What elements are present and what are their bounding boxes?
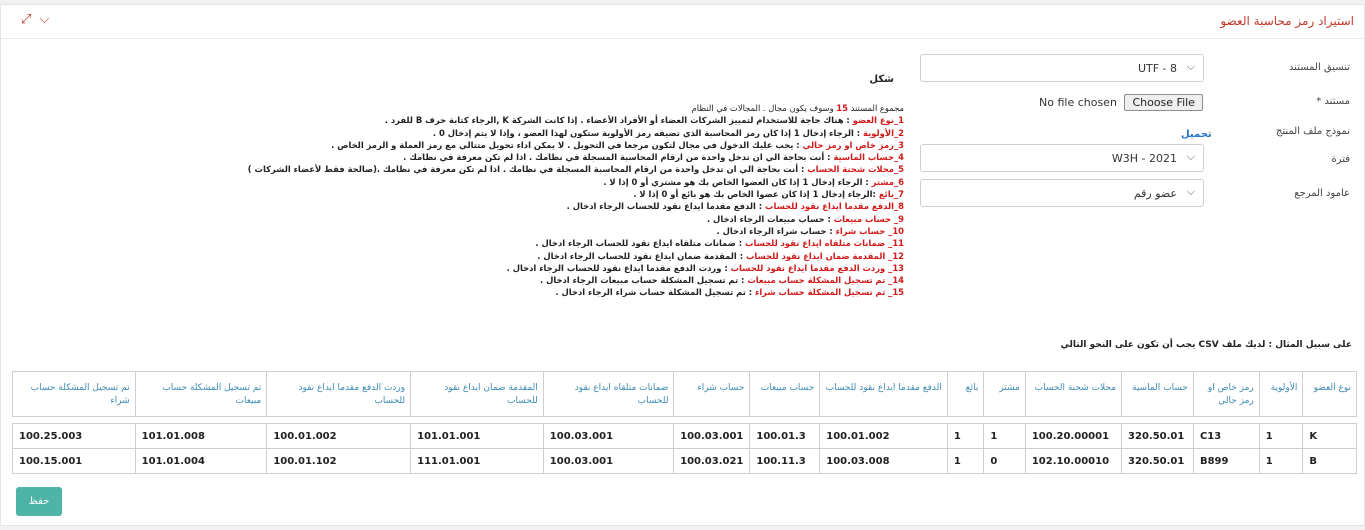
- instruction-term: 10_ حساب شراء: [835, 225, 904, 236]
- column-header: تم تسجيل المشكلة حساب مبيعات: [135, 372, 267, 417]
- table-cell: 1: [984, 424, 1026, 449]
- table-cell: 111.01.001: [411, 449, 544, 474]
- instructions: [247, 102, 904, 299]
- shape-title: شكل: [869, 74, 894, 85]
- period-value: W3H - 2021: [1111, 152, 1177, 165]
- file-input[interactable]: [1039, 94, 1203, 111]
- instruction-term: 2_الأولوية: [863, 127, 904, 138]
- column-header: ضمانات متلقاه ايداع نقود للحساب: [543, 372, 674, 417]
- table-cell: 1: [947, 424, 983, 449]
- chevron-down-icon[interactable]: ⌵: [39, 12, 50, 27]
- instruction-term: 3_رمز خاص او رمز حالي: [802, 139, 904, 150]
- instruction-desc: : تم تسجيل المشكلة حساب مبيعات الرجاء ادخال .: [539, 275, 748, 286]
- column-header: حساب مبيعات: [750, 372, 820, 417]
- table-cell: 100.20.00001: [1025, 424, 1121, 449]
- instructions-list: [247, 114, 904, 298]
- table-cell: 100.01.3: [750, 424, 820, 449]
- table-cell: 100.01.002: [820, 424, 948, 449]
- save-button[interactable]: حفظ: [16, 487, 62, 516]
- column-header: محلات شحنة الحساب: [1025, 372, 1121, 417]
- column-header: نوع العضو: [1303, 372, 1357, 417]
- ref-column-label: عامود المرجع: [1294, 188, 1350, 199]
- table-body: [13, 417, 1357, 474]
- chevron-down-icon: ⌵: [1186, 60, 1195, 73]
- table-cell: B899: [1193, 449, 1259, 474]
- instruction-term: 12_ المقدمة ضمان ايداع نقود للحساب: [745, 250, 904, 261]
- instruction-desc: : وردت الدفع مقدما ايداع نقود للحساب الرجاء ادخال .: [506, 262, 731, 273]
- instruction-term: 13_ وردت الدفع مقدما ايداع نقود للحساب: [730, 262, 904, 273]
- instruction-item: [331, 139, 904, 151]
- table-cell: 1: [1259, 424, 1303, 449]
- download-template-link[interactable]: تحميل: [1181, 129, 1212, 140]
- instruction-item: [344, 250, 904, 262]
- table-cell: 102.10.00010: [1025, 449, 1121, 474]
- instruction-desc: : أنت بحاجة الي ان تدخل واحدة من ارقام المحاسبة المسجلة في نظامك . اذا لم تكن معرفة في نظامك .: [403, 152, 834, 163]
- table-row: [13, 424, 1357, 449]
- card-header: [1, 5, 1364, 39]
- instruction-term: 15_ تم تسجيل المشكلة حساب شراء: [755, 287, 904, 298]
- table-cell: 100.03.008: [820, 449, 948, 474]
- instruction-desc: : يجب عليك الدخول في مجال لتكون مرجعا في التحويل . لا يمكن اداء تحويل متتالي مع رمز العملة و الرمز الخاص .: [331, 139, 803, 150]
- page-title: استيراد رمز محاسبة العضو: [1220, 14, 1354, 28]
- column-header: وردت الدفع مقدما ايداع نقود للحساب: [267, 372, 411, 417]
- column-header: رمز خاص او رمز حالي: [1193, 372, 1259, 417]
- table-cell: 320.50.01: [1122, 449, 1194, 474]
- instruction-desc: : حساب مبيعات الرجاء ادخال .: [706, 213, 834, 224]
- table-cell: 101.01.004: [135, 449, 267, 474]
- template-label: نموذج ملف المنتج: [1275, 126, 1350, 137]
- column-header: حساب الماسية: [1122, 372, 1194, 417]
- instruction-item: [344, 225, 904, 237]
- instruction-item: [344, 213, 904, 225]
- instruction-term: 4_حساب الماسية: [833, 152, 904, 163]
- table-cell: 100.11.3: [750, 449, 820, 474]
- choose-file-button[interactable]: Choose File: [1124, 94, 1203, 111]
- instruction-term: 9_ حساب مبيعات: [833, 213, 904, 224]
- instruction-desc: : الرجاء إدخال 1 إذا كان العضوا الخاص بك هو مشتري أو 0 إذا لا .: [603, 176, 872, 187]
- ref-column-select[interactable]: [920, 179, 1204, 207]
- instruction-term: 7_بائع: [878, 189, 904, 200]
- table-cell: 100.03.001: [674, 424, 750, 449]
- spacer-cell: [13, 417, 1357, 424]
- period-label: فترة: [1331, 154, 1350, 165]
- file-status: No file chosen: [1039, 96, 1117, 109]
- instruction-item: [344, 127, 904, 139]
- column-header: مشتر: [984, 372, 1026, 417]
- table-spacer: [13, 417, 1357, 424]
- instruction-item: [344, 151, 904, 163]
- instruction-desc: : حساب شراء الرجاء ادخال .: [716, 225, 836, 236]
- table-cell: 1: [1259, 449, 1303, 474]
- instruction-item: [344, 200, 904, 212]
- instruction-desc: : ضمانات متلقاه ايداع نقود للحساب الرجاء ادخال .: [535, 238, 746, 249]
- instruction-term: 11_ ضمانات متلقاه ايداع نقود للحساب: [745, 238, 904, 249]
- column-header: الدفع مقدما ايداع نقود للحساب: [820, 372, 948, 417]
- table-cell: 320.50.01: [1122, 424, 1194, 449]
- instruction-desc: : أنت بحاجة الي ان تدخل واحدة من ارقام المحاسبة المسجلة في نظامك . اذا لم تكن معرفة في نظامك .(صالحة فقط لأعضاء الشركات ): [247, 164, 808, 175]
- table-cell: 100.03.021: [674, 449, 750, 474]
- instruction-desc: : الرجاء إدخال 1 إذا كان رمز المحاسبة الذي تضيفه رمز الأولوية ستكون لهذا العضو ، وإذا لا يتم إدخال 0 .: [432, 127, 864, 138]
- table-cell: 100.25.003: [13, 424, 136, 449]
- table-cell: 101.01.001: [411, 424, 544, 449]
- instruction-item: [344, 262, 904, 274]
- encoding-label: تنسيق المستند: [1288, 62, 1350, 73]
- instruction-desc: : الدفع مقدما ايداع نقود للحساب الرجاء ادخال .: [566, 201, 766, 212]
- table-cell: B: [1303, 449, 1357, 474]
- import-card: [0, 4, 1365, 526]
- instruction-item: [247, 163, 904, 175]
- instruction-item: [344, 237, 904, 249]
- encoding-select[interactable]: [920, 54, 1204, 82]
- instruction-item: [344, 188, 904, 200]
- instruction-desc: : المقدمة ضمان ايداع نقود للحساب الرجاء ادخال .: [537, 250, 746, 261]
- table-row: [13, 449, 1357, 474]
- ref-column-value: عضو رقم: [1133, 187, 1177, 200]
- table-cell: 100.15.001: [13, 449, 136, 474]
- instruction-item: [344, 114, 904, 126]
- instruction-item: [344, 274, 904, 286]
- table-cell: 100.01.102: [267, 449, 411, 474]
- table-cell: K: [1303, 424, 1357, 449]
- header-icons: [21, 12, 53, 27]
- instruction-desc: : تم تسجيل المشكلة حساب شراء الرجاء ادخال .: [555, 287, 756, 298]
- instruction-item: [344, 286, 904, 298]
- period-select[interactable]: [920, 144, 1204, 172]
- instruction-term: 8_الدفع مقدما ايداع نقود للحساب: [765, 201, 904, 212]
- expand-icon[interactable]: ⤢: [21, 12, 32, 27]
- instruction-item: [344, 176, 904, 188]
- instruction-term: 1_نوع العضو: [852, 115, 904, 126]
- instruction-desc: : هناك حاجة للاستخدام لتمييز الشركات العضاء أو الأفراد الأعضاء . إذا كانت الشركة K ,الرجاء كتابة حرف B للفرد .: [384, 115, 853, 126]
- table-cell: 101.01.008: [135, 424, 267, 449]
- instruction-desc: :الرجاء إدخال 1 إذا كان عضوا الخاص بك هو بائع أو 0 إذا لا .: [633, 189, 879, 200]
- table-cell: 0: [984, 449, 1026, 474]
- instruction-term: 5_محلات شحنة الحساب: [807, 164, 904, 175]
- column-header: بائع: [947, 372, 983, 417]
- instructions-intro: مجموع المستند 15 وسوف يكون مجال . المجالات في النظام: [691, 103, 904, 113]
- encoding-value: UTF - 8: [1137, 62, 1177, 75]
- column-header: الأولوية: [1259, 372, 1303, 417]
- example-title: على سبيل المثال : لديك ملف CSV يجب أن تكون على النحو التالي: [1060, 340, 1352, 350]
- document-label: مستند *: [1316, 96, 1350, 107]
- column-header: تم تسجيل المشكلة حساب شراء: [13, 372, 136, 417]
- instruction-term: 6_مشتر: [871, 176, 904, 187]
- table-header-row: [13, 372, 1357, 417]
- table-cell: 100.01.002: [267, 424, 411, 449]
- column-header: حساب شراء: [674, 372, 750, 417]
- table-cell: C13: [1193, 424, 1259, 449]
- table-cell: 1: [947, 449, 983, 474]
- table-cell: 100.03.001: [543, 449, 674, 474]
- table-cell: 100.03.001: [543, 424, 674, 449]
- example-table: [12, 371, 1357, 474]
- chevron-down-icon: ⌵: [1186, 150, 1195, 163]
- column-header: المقدمة ضمان ايداع نقود للحساب: [411, 372, 544, 417]
- chevron-down-icon: ⌵: [1186, 185, 1195, 198]
- instruction-term: 14_ تم تسجيل المشكلة حساب مبيعات: [747, 275, 904, 286]
